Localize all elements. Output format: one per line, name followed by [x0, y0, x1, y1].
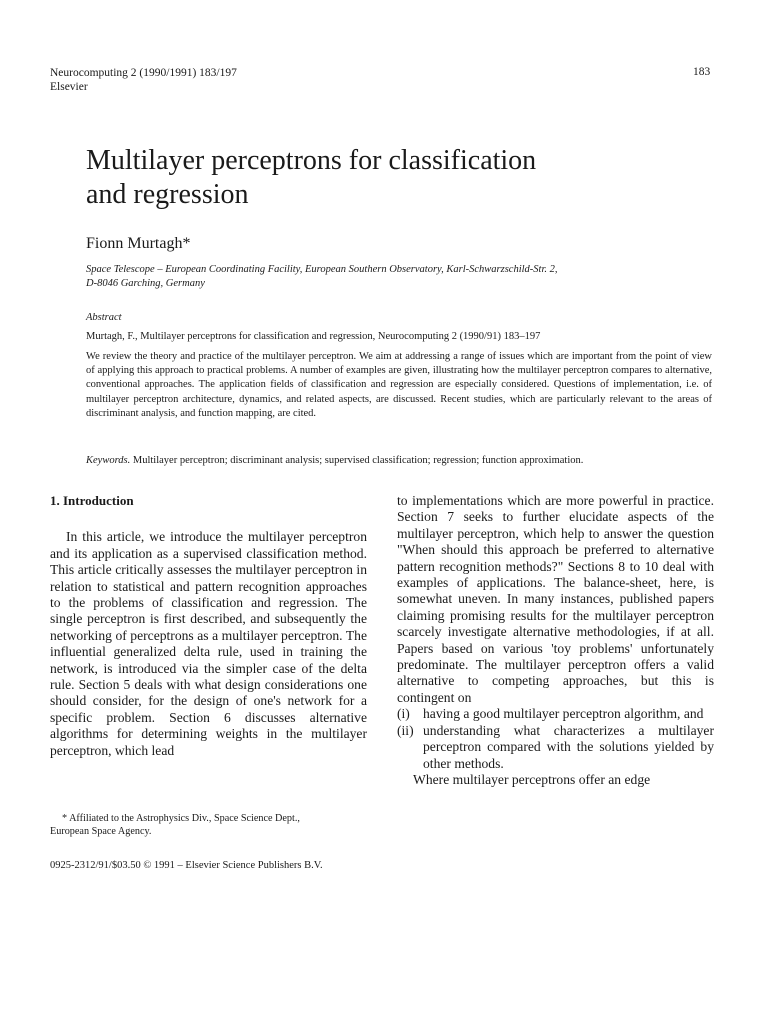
intro-paragraph-right: to implementations which are more powerful in practice. Section 7 seeks to further elucidate aspects of the multilayer perceptron, which help to answer the question "When should this approach be preferred to alternative pattern recognition methods?" Sections 8 to 10 deal with examples of applications. The balance-sheet, here, is somewhat uneven. In many instances, published papers claiming promising results for the multilayer perceptron scarcely investigate alternative methodologies, if at all. Papers based on various 'toy problems' unfortunately predominate. The multilayer perceptron offers a valid alternative to competing approaches, but this is contingent on	[397, 493, 714, 705]
footnote	[50, 812, 370, 838]
abstract-citation: Murtagh, F., Multilayer perceptrons for classification and regression, Neurocomputing 2 (1990/91) 183–197	[86, 331, 541, 342]
keywords-text: Multilayer perceptron; discriminant analysis; supervised classification; regression; function approximation.	[130, 455, 584, 466]
abstract-heading: Abstract	[86, 312, 122, 323]
author-affiliation	[86, 263, 686, 291]
keywords-label: Keywords.	[86, 455, 131, 466]
page-number: 183	[693, 66, 711, 78]
closing-line: Where multilayer perceptrons offer an edge	[413, 771, 651, 787]
title-line-1: Multilayer perceptrons for classification	[86, 145, 537, 176]
list-item-text: having a good multilayer perceptron algorithm, and	[423, 706, 704, 722]
list-item	[397, 706, 714, 722]
section-heading: 1. Introduction	[50, 493, 134, 508]
publisher: Elsevier	[50, 81, 88, 93]
title-line-2: and regression	[86, 179, 249, 210]
list-item	[397, 723, 714, 772]
footnote-line-2: European Space Agency.	[50, 826, 152, 837]
affiliation-line-2: D-8046 Garching, Germany	[86, 278, 205, 289]
left-column	[50, 493, 367, 759]
list-item-label: (i)	[397, 706, 410, 722]
copyright-line: 0925-2312/91/$03.50 © 1991 – Elsevier Science Publishers B.V.	[50, 860, 323, 871]
author-name: Fionn Murtagh*	[86, 235, 191, 252]
affiliation-line-1: Space Telescope – European Coordinating Facility, European Southern Observatory, Karl-Schwarzschild-Str. 2,	[86, 264, 558, 275]
list-item-label: (ii)	[397, 722, 414, 738]
footnote-line-1: * Affiliated to the Astrophysics Div., Space Science Dept.,	[62, 813, 300, 824]
journal-citation: Neurocomputing 2 (1990/1991) 183/197	[50, 67, 237, 79]
right-column	[397, 493, 714, 788]
intro-paragraph-left: In this article, we introduce the multilayer perceptron and its application as a supervised classification method. This article critically assesses the multilayer perceptron in relation to statistical and pattern recognition approaches to the problems of classification and regression. The single perceptron is first described, and subsequently the networking of perceptrons as a multilayer perceptron. The influential generalized delta rule, used in training the network, is introduced via the simpler case of the delta rule. Section 5 deals with what design considerations one should consider, for the design of one's network for a specific problem. Section 6 discusses alternative algorithms for determining weights in the multilayer perceptron, which lead	[50, 529, 367, 758]
abstract-body: We review the theory and practice of the multilayer perceptron. We aim at addressing a range of issues which are important from the point of view of applying this approach to practical problems. A number of examples are given, illustrating how the multilayer perceptron compares to alternative, conventional approaches. The application fields of classification and regression are especially considered. Questions of implementation, i.e. of multilayer perceptron architecture, dynamics, and related aspects, are discussed. Recent studies, which are particularly relevant to the areas of discriminant analysis, and function mapping, are cited.	[86, 351, 712, 419]
keywords	[86, 455, 712, 466]
list-item-text: understanding what characterizes a multilayer perceptron compared with the solutions yielded by other methods.	[423, 722, 714, 771]
paper-title	[86, 144, 686, 212]
